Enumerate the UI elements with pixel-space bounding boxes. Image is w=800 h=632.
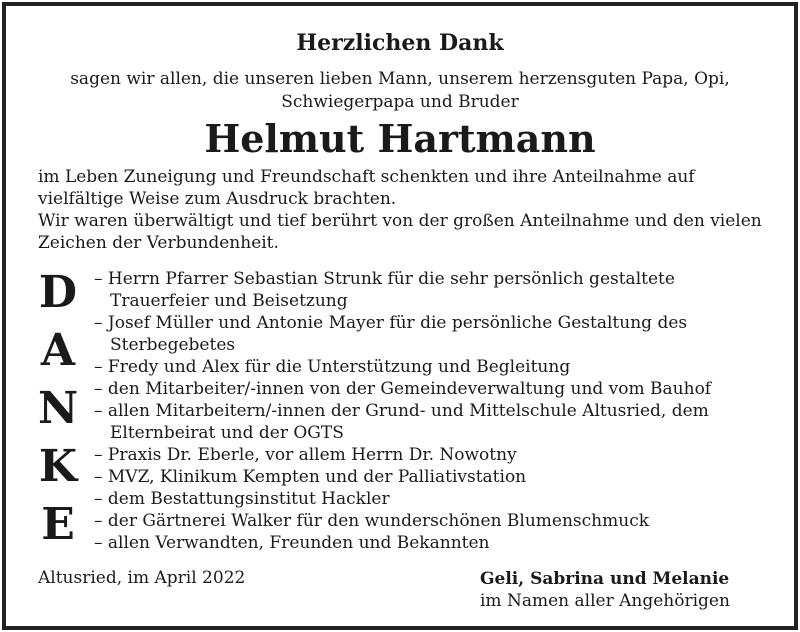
danke-letter: N [38, 383, 79, 434]
danke-letter: D [38, 267, 78, 318]
thanks-list [94, 268, 770, 554]
list-item: – dem Bestattungsinstitut Hackler [94, 489, 390, 509]
danke-letter: A [40, 325, 76, 376]
danke-letters [38, 264, 78, 554]
body-paragraph-1: im Leben Zuneigung und Freundschaft schenkten und ihre Anteilnahme auf vielfältige Weise zum Ausdruck brachten. [38, 167, 695, 209]
body-paragraph-2: Wir waren überwältigt und tief berührt von der großen Anteilnahme und den vielen Zeichen der Verbundenheit. [38, 211, 762, 253]
obituary-card [2, 2, 798, 630]
signers-subtitle: im Namen aller Angehörigen [480, 591, 730, 611]
intro-text: sagen wir allen, die unseren lieben Mann, unserem herzensguten Papa, Opi, Schwiegerpapa und Bruder [70, 69, 730, 112]
list-item: – der Gärtnerei Walker für den wunderschönen Blumenschmuck [94, 511, 650, 531]
list-item: – Fredy und Alex für die Unterstützung und Begleitung [94, 357, 571, 377]
danke-letter: E [41, 499, 75, 550]
list-item: – Josef Müller und Antonie Mayer für die persönliche Gestaltung des Sterbegebetes [94, 313, 688, 355]
body-text [38, 166, 770, 254]
danke-letter: K [38, 441, 78, 492]
list-item: – MVZ, Klinikum Kempten und der Palliativstation [94, 467, 527, 487]
list-item: – den Mitarbeiter/-innen von der Gemeindeverwaltung und vom Bauhof [94, 379, 712, 399]
deceased-name: Helmut Hartmann [204, 116, 596, 161]
signer-names: Geli, Sabrina und Melanie [480, 569, 730, 589]
place-date: Altusried, im April 2022 [38, 568, 246, 588]
list-item: – Praxis Dr. Eberle, vor allem Herrn Dr. Nowotny [94, 445, 517, 465]
list-item: – allen Mitarbeitern/-innen der Grund- und Mittelschule Altusried, dem Elternbeirat und der OGTS [94, 401, 709, 443]
signers [480, 568, 730, 612]
list-item: – allen Verwandten, Freunden und Bekannten [94, 533, 490, 553]
heading: Herzlichen Dank [296, 30, 504, 56]
list-item: – Herrn Pfarrer Sebastian Strunk für die sehr persönlich gestaltete Trauerfeier und Beisetzung [94, 269, 675, 311]
